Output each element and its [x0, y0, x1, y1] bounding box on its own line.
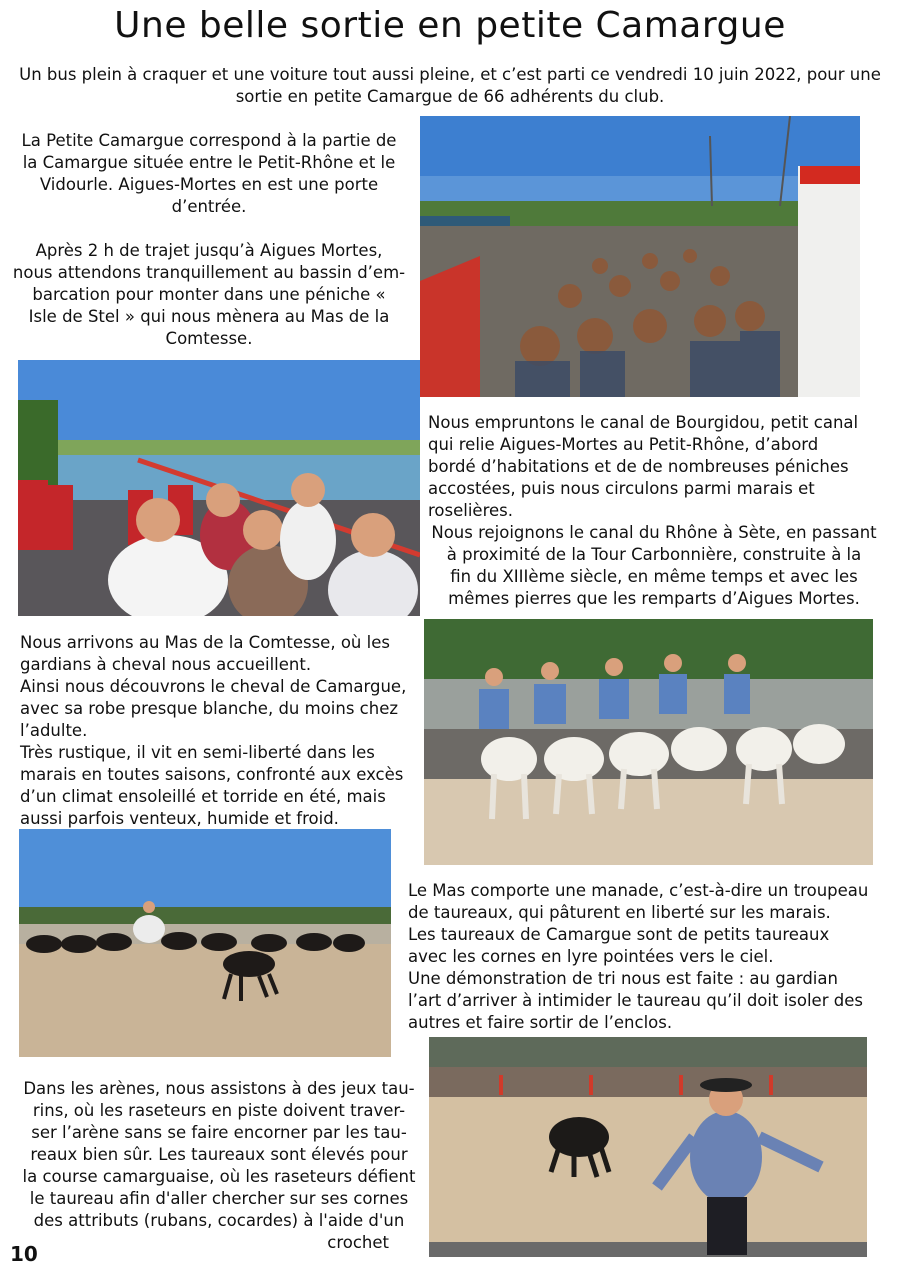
page-title: Une belle sortie en petite Camargue	[114, 5, 786, 46]
photo-arena-raseteur	[429, 1037, 867, 1257]
text-block-manade	[408, 880, 886, 1034]
text-block-mas-comtesse	[20, 632, 420, 830]
paragraph: Dans les arènes, nous assistons à des jeux tau- rins, où les raseteurs en piste doivent traver- ser l’arène sans se faire encorner par les tau- reaux bien sûr. Les taureaux sont élevés pour la course camarguaise, où les raseteurs défient le taureau afin d'aller chercher sur ses cornes des attributs (rubans, cocardes) à l'aide d'un	[22, 1079, 416, 1230]
paragraph: Le Mas comporte une manade, c’est-à-dire un troupeau de taureaux, qui pâturent en liberté sur les marais. Les taureaux de Camargue sont de petits taureaux avec les cornes en lyre pointées vers le ciel. Une démonstration de tri nous est faite : au gardian l’art d’arriver à intimider le taureau qu’il doit isoler des autres et faire sortir de l’enclos.	[408, 881, 869, 1032]
paragraph: La Petite Camargue correspond à la partie de la Camargue située entre le Petit-Rhône et le Vidourle. Aigues-Mortes en est une porte d’entrée.	[21, 131, 397, 216]
text-block-canal	[428, 412, 880, 610]
page-number: 10	[10, 1242, 38, 1266]
photo-boat-crowd	[420, 116, 860, 397]
text-block-petite-camargue	[10, 130, 408, 350]
text-block-arenes	[17, 1078, 421, 1254]
photo-gardians-on-horses	[424, 619, 873, 865]
paragraph: crochet	[327, 1233, 389, 1252]
photo-bull-herd	[19, 829, 391, 1057]
paragraph: Nous arrivons au Mas de la Comtesse, où les gardians à cheval nous accueillent. Ainsi nous découvrons le cheval de Camargue, avec sa robe presque blanche, du moins chez l’adulte. Très rustique, il vit en semi-liberté dans les marais en toutes saisons, confronté aux excès d’un climat ensoleillé et torride en été, mais aussi parfois venteux, humide et froid.	[20, 633, 407, 828]
photo-group-on-deck	[18, 360, 420, 616]
paragraph: Après 2 h de trajet jusqu’à Aigues Mortes, nous attendons tranquillement au bassin d’em- barcation pour monter dans une péniche « Isle de Stel » qui nous mènera au Mas de la Comtesse.	[12, 241, 406, 348]
intro-paragraph: Un bus plein à craquer et une voiture tout aussi pleine, et c’est parti ce vendredi 10 juin 2022, pour une sortie en petite Camargue de 66 adhérents du club.	[19, 65, 881, 106]
paragraph: Nous rejoignons le canal du Rhône à Sète, en passant à proximité de la Tour Carbonnière, construite à la fin du XIIIème siècle, en même temps et avec les mêmes pierres que les remparts d’Aigues Mortes.	[431, 523, 877, 608]
paragraph: Nous empruntons le canal de Bourgidou, petit canal qui relie Aigues-Mortes au Petit-Rhône, d’abord bordé d’habitations et de de nombreuses péniches accostées, puis nous circulons parmi marais et roselières.	[428, 413, 859, 520]
